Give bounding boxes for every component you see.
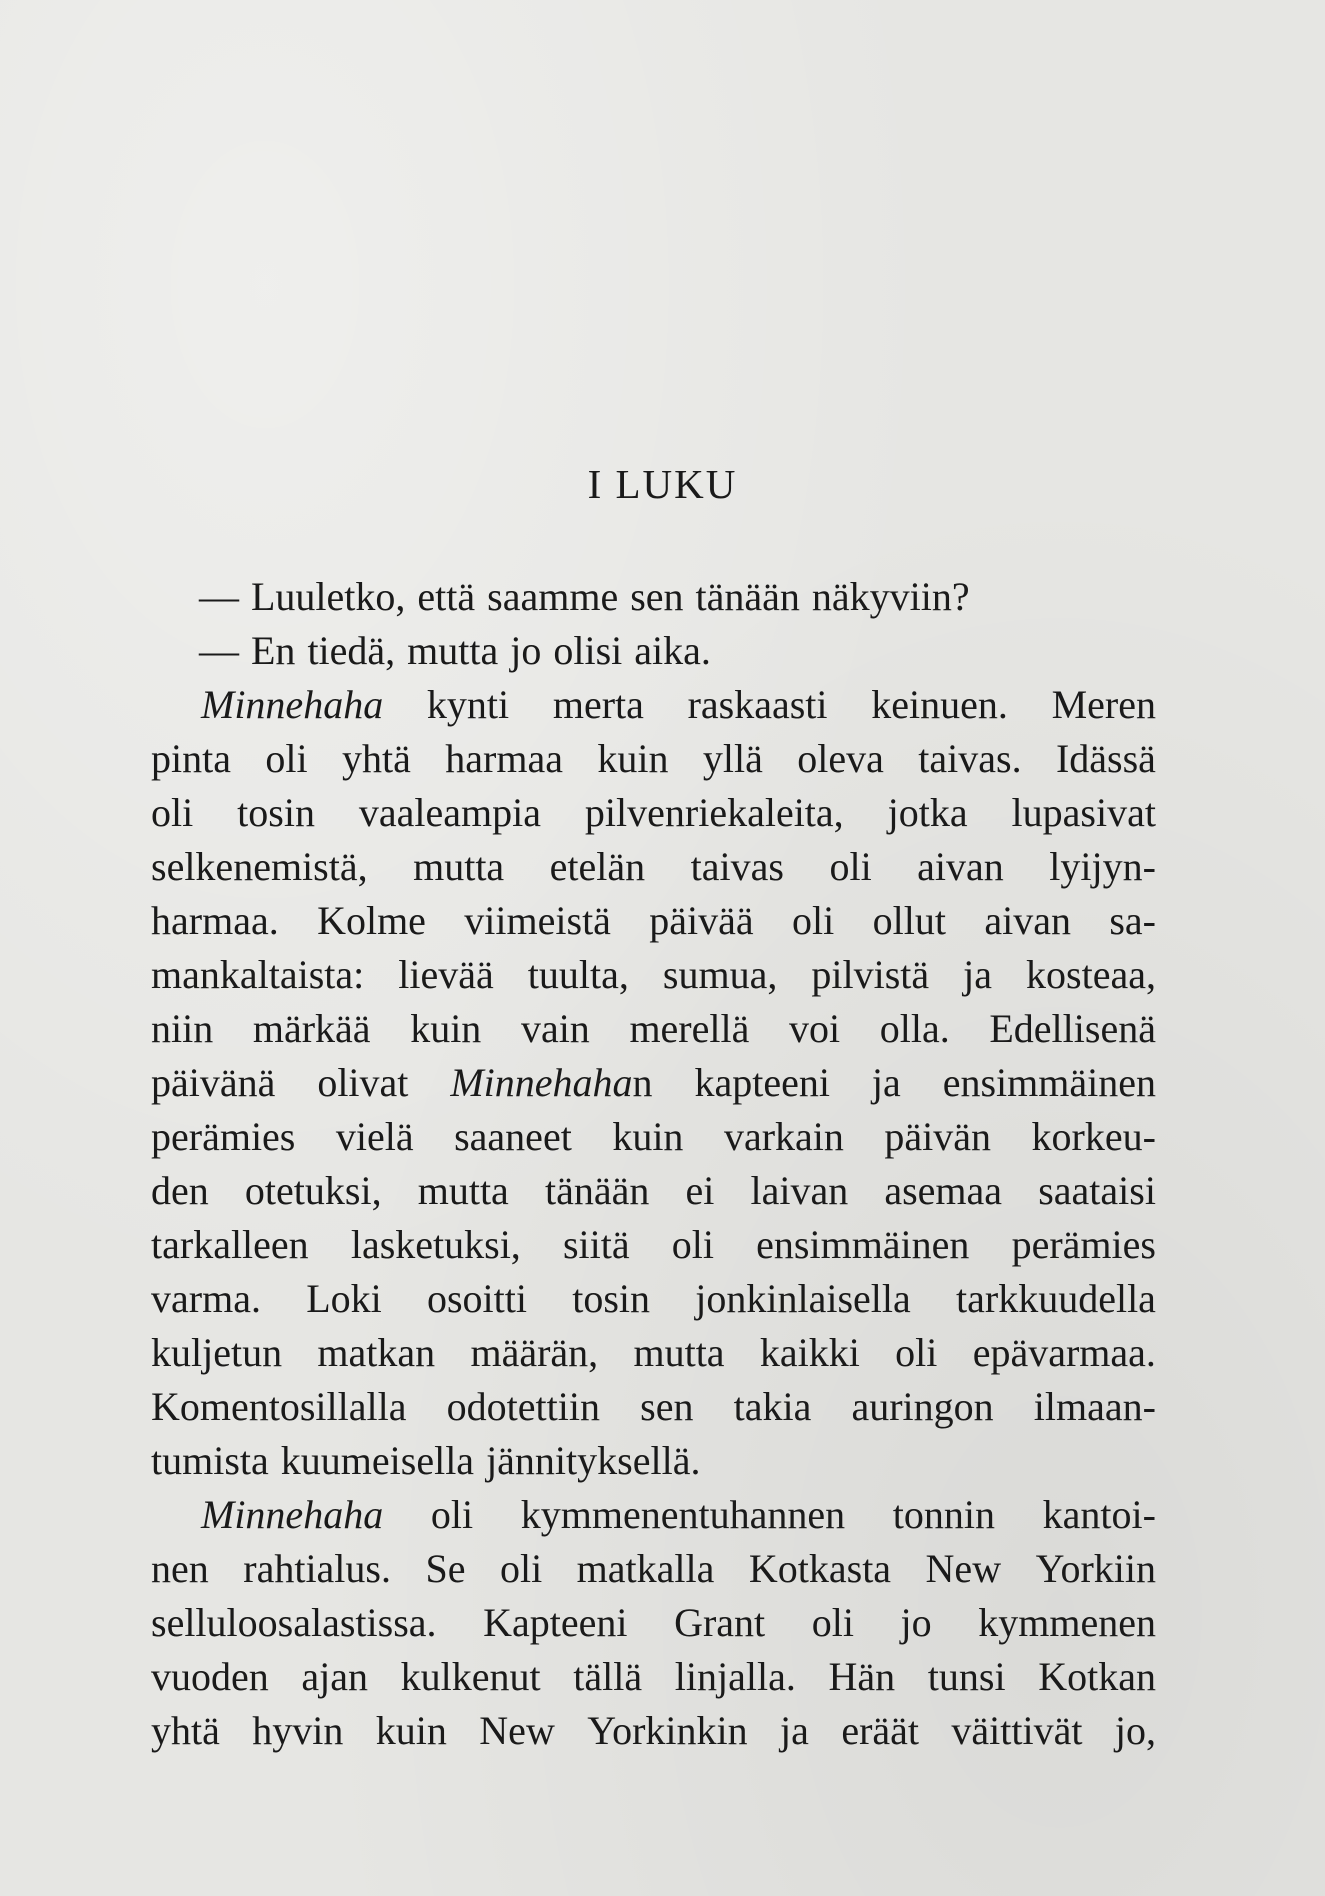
word: En (251, 628, 296, 673)
word: harmaa. (151, 898, 279, 943)
text-line (151, 1218, 1156, 1272)
word: tonnin (892, 1492, 995, 1537)
word: aivan (984, 898, 1071, 943)
word: oli (811, 1600, 854, 1645)
word: kuin (375, 1708, 447, 1753)
word: Komentosillalla (151, 1384, 407, 1429)
word: jännityksellä. (486, 1438, 701, 1483)
word: tunsi (927, 1654, 1006, 1699)
word: Kotkan (1038, 1654, 1156, 1699)
word: mankaltaista: (151, 952, 365, 997)
word: matkan (317, 1330, 436, 1375)
word: Yorkinkin (587, 1708, 748, 1753)
word: sumua, (662, 952, 778, 997)
text-line (151, 570, 1156, 624)
word: voi (788, 1006, 841, 1051)
word: kuumeisella (280, 1438, 475, 1483)
text-line (151, 1542, 1156, 1596)
word: kymmenentuhannen (520, 1492, 846, 1537)
word: lievää (398, 952, 494, 997)
word: tosin (572, 1276, 651, 1321)
word: lyijyn- (1049, 844, 1156, 889)
word: kuin (597, 736, 669, 781)
word: harmaa (445, 736, 563, 781)
word: hyvin (252, 1708, 344, 1753)
text-line (151, 948, 1156, 1002)
word: Yorkiin (1035, 1546, 1156, 1591)
word: taivas (690, 844, 784, 889)
word: tänään (695, 574, 800, 619)
word: Edellisenä (989, 1006, 1156, 1051)
text-line (151, 1164, 1156, 1218)
word: määrän, (470, 1330, 599, 1375)
word: oli (792, 898, 835, 943)
text-line (151, 1704, 1156, 1758)
word: että (417, 574, 476, 619)
word: väittivät (951, 1708, 1083, 1753)
word: Se (425, 1546, 466, 1591)
word: epävarmaa. (972, 1330, 1156, 1375)
word: takia (733, 1384, 812, 1429)
word: auringon (851, 1384, 994, 1429)
word: linjalla. (674, 1654, 796, 1699)
word: oli (151, 790, 194, 835)
word: ja (780, 1708, 809, 1753)
word: korkeu- (1031, 1114, 1156, 1159)
word: jonkinlaisella (695, 1276, 911, 1321)
word: kuin (612, 1114, 684, 1159)
word: lasketuksi, (350, 1222, 521, 1267)
word: asemaa (884, 1168, 1003, 1213)
word: olivat (317, 1060, 409, 1105)
word: olisi (553, 628, 623, 673)
word: Meren (1051, 682, 1156, 727)
word: yhtä (151, 1708, 220, 1753)
word: saataisi (1038, 1168, 1156, 1213)
word: päivänä (151, 1060, 276, 1105)
text-line (151, 1272, 1156, 1326)
word: aika. (634, 628, 711, 673)
word: kapteeni (694, 1060, 830, 1105)
word: sa- (1109, 898, 1156, 943)
word: kaikki (759, 1330, 860, 1375)
word: — (199, 628, 239, 673)
word: tuulta, (527, 952, 629, 997)
word: Grant (674, 1600, 766, 1645)
word: odotettiin (446, 1384, 600, 1429)
word: jo, (1114, 1708, 1156, 1753)
word: rahtialus. (243, 1546, 391, 1591)
word: jo (900, 1600, 932, 1645)
word: päivää (649, 898, 754, 943)
word: Luuletko, (251, 574, 406, 619)
word: tänään (544, 1168, 650, 1213)
word: oli (671, 1222, 714, 1267)
text-line (151, 1380, 1156, 1434)
word: den (151, 1168, 209, 1213)
word: pilvenriekaleita, (584, 790, 844, 835)
word: tarkkuudella (956, 1276, 1156, 1321)
word: sen (630, 574, 684, 619)
word: päivän (884, 1114, 992, 1159)
text-line (151, 786, 1156, 840)
word: olla. (879, 1006, 950, 1051)
word: oli (265, 736, 308, 781)
word: mutta (407, 628, 499, 673)
word: kosteaa, (1026, 952, 1156, 997)
word: keinuen. (871, 682, 1008, 727)
word: märkää (252, 1006, 371, 1051)
word: mutta (413, 844, 505, 889)
word: kulkenut (400, 1654, 541, 1699)
word: mutta (417, 1168, 509, 1213)
word: varkain (723, 1114, 844, 1159)
word: perämies (151, 1114, 296, 1159)
word: kuljetun (151, 1330, 283, 1375)
word: tosin (237, 790, 315, 835)
text-line (151, 840, 1156, 894)
word: taivas. (918, 736, 1022, 781)
text-line (151, 1434, 1156, 1488)
word: niin (151, 1006, 214, 1051)
word: vain (520, 1006, 590, 1051)
word: ilmaan- (1033, 1384, 1156, 1429)
word: tiedä, (307, 628, 396, 673)
word: ensimmäinen (756, 1222, 970, 1267)
body-text (151, 570, 1156, 1758)
text-line (151, 1326, 1156, 1380)
word: ja (871, 1060, 901, 1105)
word: oli (895, 1330, 938, 1375)
word: Kapteeni (483, 1600, 628, 1645)
word: kantoi- (1042, 1492, 1156, 1537)
word: jotka (887, 790, 968, 835)
word: matkalla (576, 1546, 715, 1591)
text-line (151, 732, 1156, 786)
word: Minnehaha (201, 682, 384, 727)
word: merellä (629, 1006, 750, 1051)
word: laivan (750, 1168, 849, 1213)
word: osoitti (426, 1276, 527, 1321)
word: lupasivat (1011, 790, 1156, 835)
word: Hän (828, 1654, 896, 1699)
word: vielä (335, 1114, 414, 1159)
word: kynti (426, 682, 510, 727)
word: ajan (301, 1654, 369, 1699)
word: merta (552, 682, 644, 727)
text-line (151, 1056, 1156, 1110)
word: Minnehaha (201, 1492, 384, 1537)
word: oleva (797, 736, 884, 781)
word: yllä (702, 736, 763, 781)
word: vuoden (151, 1654, 269, 1699)
word: perämies (1011, 1222, 1156, 1267)
text-line (151, 1110, 1156, 1164)
word: jo (510, 628, 542, 673)
word: viimeistä (464, 898, 611, 943)
word: ja (963, 952, 993, 997)
word: sen (640, 1384, 694, 1429)
word: oli (499, 1546, 543, 1591)
word: siitä (562, 1222, 630, 1267)
word: Kolme (317, 898, 426, 943)
word: kymmenen (978, 1600, 1156, 1645)
word: näkyviin? (811, 574, 970, 619)
text-line (151, 1002, 1156, 1056)
word: ollut (872, 898, 946, 943)
word: Kotkasta (748, 1546, 892, 1591)
word: raskaasti (687, 682, 828, 727)
word: New (925, 1546, 1002, 1591)
word: oli (829, 844, 872, 889)
text-line (151, 678, 1156, 732)
text-line (151, 1596, 1156, 1650)
word: Minnehahan (450, 1060, 653, 1105)
word: selkenemistä, (151, 844, 368, 889)
word: tällä (573, 1654, 643, 1699)
word: otetuksi, (244, 1168, 382, 1213)
word: saaneet (454, 1114, 572, 1159)
word: tumista (151, 1438, 269, 1483)
word: — (199, 574, 239, 619)
word: ei (685, 1168, 715, 1213)
word: vaaleampia (358, 790, 541, 835)
text-line (151, 894, 1156, 948)
text-line (151, 624, 1156, 678)
word: saamme (487, 574, 619, 619)
word: nen (151, 1546, 209, 1591)
word: pinta (151, 736, 231, 781)
word: oli (430, 1492, 474, 1537)
word: New (479, 1708, 555, 1753)
word: Loki (306, 1276, 382, 1321)
word: Idässä (1055, 736, 1156, 781)
word: varma. (151, 1276, 261, 1321)
word: tarkalleen (151, 1222, 309, 1267)
chapter-title: I LUKU (587, 461, 738, 507)
word: selluloosalastissa. (151, 1600, 437, 1645)
word: mutta (633, 1330, 725, 1375)
text-line (151, 1488, 1156, 1542)
word: kuin (410, 1006, 482, 1051)
word: aivan (917, 844, 1004, 889)
word: pilvistä (811, 952, 930, 997)
word: eräät (841, 1708, 920, 1753)
word: etelän (549, 844, 646, 889)
text-line (151, 1650, 1156, 1704)
word: yhtä (342, 736, 411, 781)
word: ensimmäinen (942, 1060, 1156, 1105)
